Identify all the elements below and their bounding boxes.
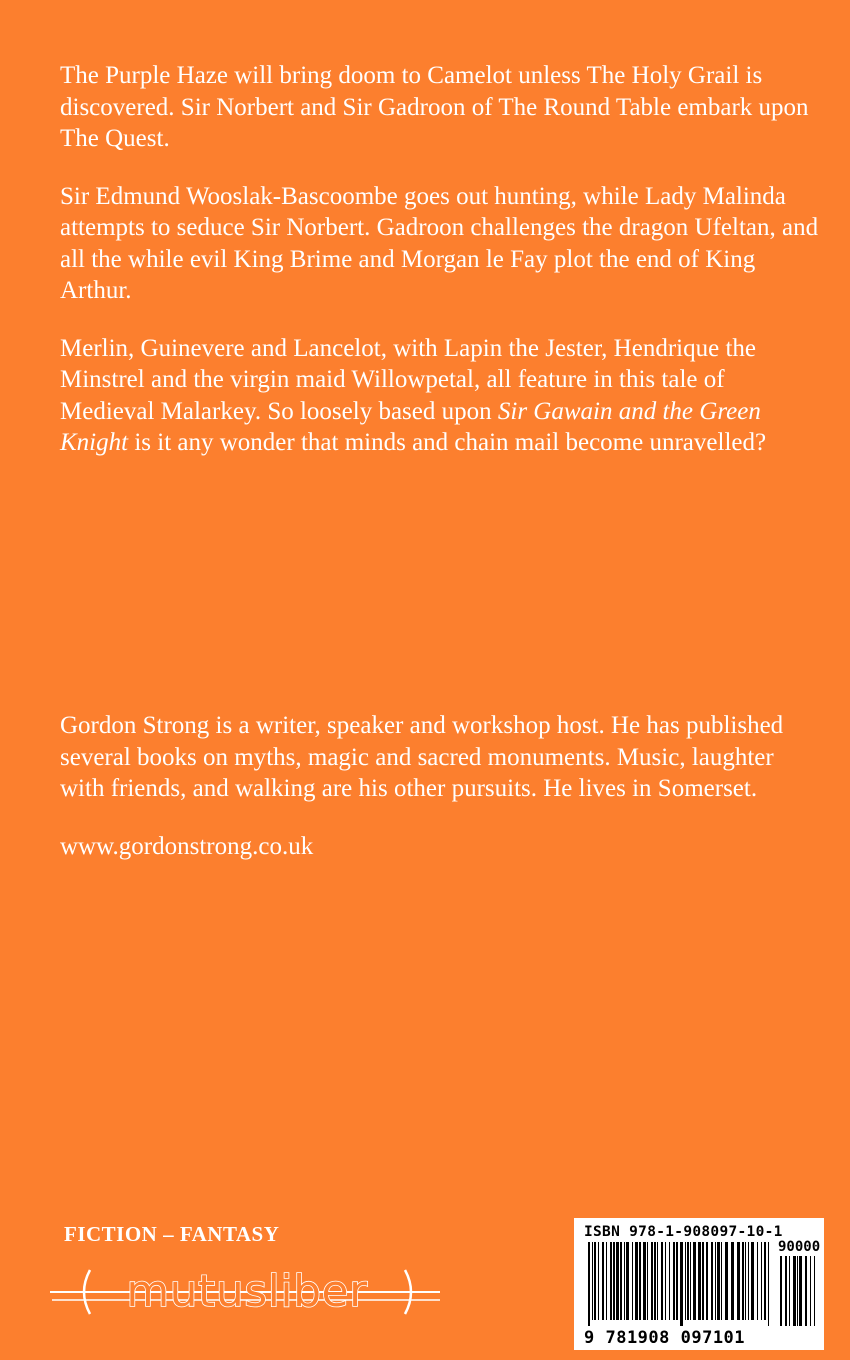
barcode-bars — [584, 1242, 818, 1328]
blurb-paragraph-3-end: is it any wonder that minds and chain mail become unravelled? — [128, 429, 767, 456]
isbn-label: ISBN 978-1-908097-10-1 — [584, 1224, 783, 1240]
genre-label: FICTION – FANTASY — [64, 1222, 280, 1246]
price-code: 90000 — [778, 1239, 821, 1255]
back-cover-blurb — [60, 60, 820, 485]
blurb-paragraph-3-start: Merlin, Guinevere and Lancelot, with Lapin the Jester, Hendrique the Minstrel and the virgin maid Willowpetal, all feature in this tale of Medieval Malarkey. So loosely based upon — [60, 334, 756, 425]
blurb-paragraph-2: Sir Edmund Wooslak-Bascoombe goes out hunting, while Lady Malinda attempts to seduce Sir Norbert. Gadroon challenges the dragon Ufeltan, and all the while evil King Brime and Morgan le Fay plot the end of King Arthur. — [60, 182, 819, 304]
book-reference-title: Sir Gawain and the Green Knight — [60, 397, 761, 456]
blurb-paragraph-1: The Purple Haze will bring doom to Camelot unless The Holy Grail is discovered. Sir Norbert and Sir Gadroon of The Round Table embark upon The Quest. — [60, 62, 809, 152]
isbn-digits: 9 781908 097101 — [584, 1328, 746, 1348]
publisher-logo — [50, 1262, 440, 1322]
publisher-name: mutusliber — [126, 1266, 368, 1317]
author-bio — [60, 710, 820, 888]
author-bio-text: Gordon Strong is a writer, speaker and workshop host. He has published several books on myths, magic and sacred monuments. Music, laughter with friends, and walking are his other pursuits. He lives in Somerset. — [60, 712, 784, 802]
author-website: www.gordonstrong.co.uk — [60, 832, 314, 860]
isbn-barcode — [574, 1218, 824, 1350]
blurb-paragraph-3 — [60, 333, 820, 459]
